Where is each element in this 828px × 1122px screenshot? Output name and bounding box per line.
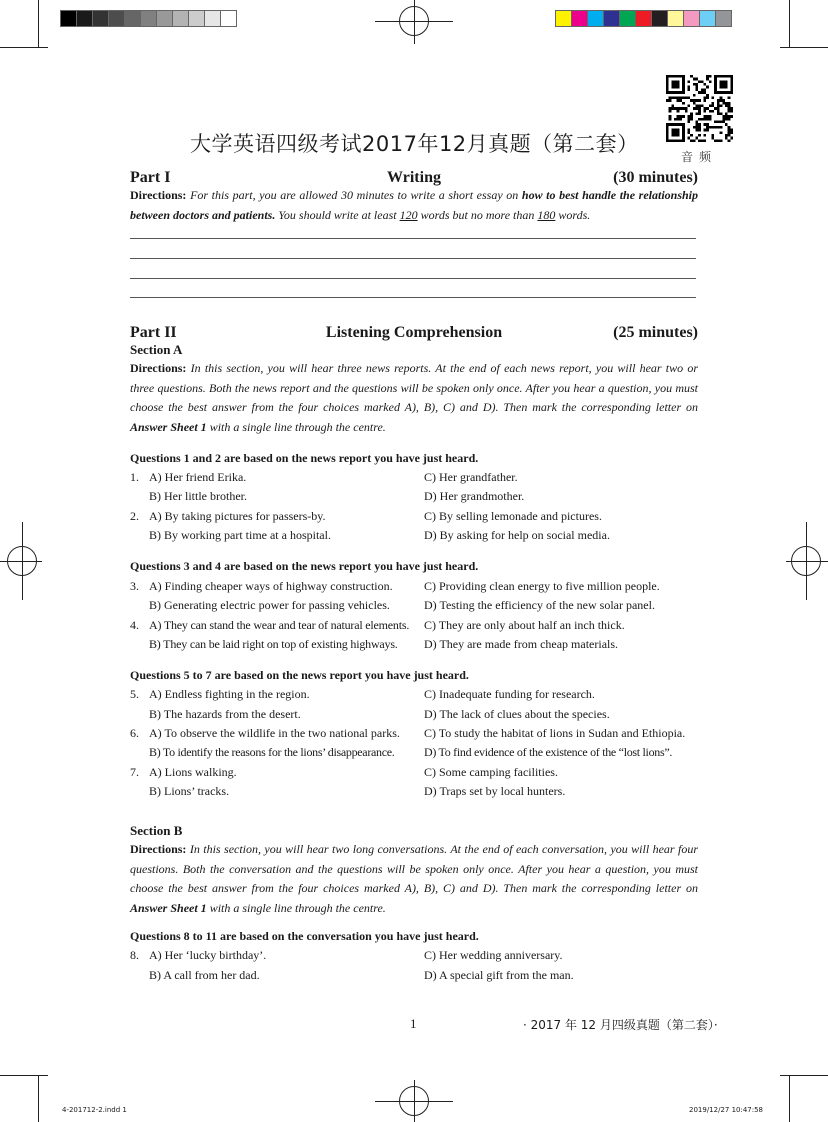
option-b[interactable]: B) By working part time at a hospital. xyxy=(149,528,331,542)
part1-directions xyxy=(130,186,698,225)
color-swatch xyxy=(667,10,684,27)
crop-mark xyxy=(780,1075,828,1076)
writing-line[interactable] xyxy=(130,258,696,259)
gray-swatch xyxy=(124,10,141,27)
option-c[interactable]: C) Providing clean energy to five million people. xyxy=(424,579,660,593)
color-swatch xyxy=(683,10,700,27)
option-b[interactable]: B) A call from her dad. xyxy=(149,968,260,982)
writing-line[interactable] xyxy=(130,238,696,239)
part1-label: Part I xyxy=(130,169,171,186)
section-a-label: Section A xyxy=(130,342,183,357)
gray-swatch xyxy=(204,10,221,27)
option-a[interactable]: A) By taking pictures for passers-by. xyxy=(149,509,326,523)
answer-sheet-ref: Answer Sheet 1 xyxy=(130,900,207,915)
directions-text: words but no more than xyxy=(417,207,538,222)
question-number: 4. xyxy=(130,618,139,632)
min-words: 120 xyxy=(399,207,418,222)
color-swatch xyxy=(715,10,732,27)
part2-label: Part II xyxy=(130,324,177,341)
option-c[interactable]: C) They are only about half an inch thick. xyxy=(424,618,625,632)
section-b-directions xyxy=(130,840,698,918)
color-swatch xyxy=(571,10,588,27)
slug-right: 2019/12/27 10:47:58 xyxy=(689,1106,764,1114)
directions-label: Directions: xyxy=(130,842,187,856)
essay-topic: how to best handle the relationship between doctors and patients. xyxy=(130,188,698,222)
option-c[interactable]: C) By selling lemonade and pictures. xyxy=(424,509,602,523)
option-c[interactable]: C) Some camping facilities. xyxy=(424,765,558,779)
option-b[interactable]: B) The hazards from the desert. xyxy=(149,707,301,721)
question-group-header: Questions 1 and 2 are based on the news report you have just heard. xyxy=(130,451,479,465)
color-swatch xyxy=(619,10,636,27)
directions-text: In this section, you will hear two long conversations. At the end of each conversation, you will hear four questions. Both the conversation and the questions will be spoken only once. After you hear a question, you must choose the best answer from the four choices marked A), B), C) and D). Then mark the corresponding letter on xyxy=(130,842,699,895)
running-title: · 2017 年 12 月四级真题（第二套）· xyxy=(523,1018,718,1032)
part2-name: Listening Comprehension xyxy=(325,324,503,341)
gray-swatch xyxy=(108,10,125,27)
slug-left: 4-201712-2.indd 1 xyxy=(62,1106,127,1114)
question-group-header: Questions 5 to 7 are based on the news report you have just heard. xyxy=(130,668,469,682)
directions-text: with a single line through the centre. xyxy=(206,900,386,915)
option-d[interactable]: D) A special gift from the man. xyxy=(424,968,574,982)
option-d[interactable]: D) Traps set by local hunters. xyxy=(424,784,566,798)
gray-swatch xyxy=(60,10,77,27)
question-number: 2. xyxy=(130,509,139,523)
option-d[interactable]: D) By asking for help on social media. xyxy=(424,528,610,542)
option-a[interactable]: A) Finding cheaper ways of highway construction. xyxy=(149,579,393,593)
option-b[interactable]: B) To identify the reasons for the lions’ disappearance. xyxy=(149,745,395,759)
max-words: 180 xyxy=(537,207,556,222)
question-number: 7. xyxy=(130,765,139,779)
gray-swatch xyxy=(156,10,173,27)
question-number: 6. xyxy=(130,726,139,740)
gray-swatch xyxy=(172,10,189,27)
crop-mark xyxy=(780,47,828,48)
question-number: 5. xyxy=(130,687,139,701)
qr-code-icon[interactable] xyxy=(666,75,733,142)
question-number: 3. xyxy=(130,579,139,593)
option-b[interactable]: B) Her little brother. xyxy=(149,489,247,503)
option-d[interactable]: D) The lack of clues about the species. xyxy=(424,707,610,721)
option-a[interactable]: A) Her friend Erika. xyxy=(149,470,247,484)
option-a[interactable]: A) Lions walking. xyxy=(149,765,237,779)
color-swatch xyxy=(699,10,716,27)
color-swatches xyxy=(555,10,731,27)
crop-mark xyxy=(38,1075,39,1122)
option-d[interactable]: D) They are made from cheap materials. xyxy=(424,637,619,651)
crop-mark xyxy=(38,0,39,48)
directions-label: Directions: xyxy=(130,361,187,375)
option-a[interactable]: A) Her ‘lucky birthday’. xyxy=(149,948,267,962)
directions-label: Directions: xyxy=(130,188,187,202)
directions-text: with a single line through the centre. xyxy=(206,419,386,434)
page-number: 1 xyxy=(410,1016,417,1031)
part2-time: (25 minutes) xyxy=(613,324,698,341)
crop-mark xyxy=(789,0,790,48)
directions-text: In this section, you will hear three news reports. At the end of each news report, you will hear two or three questions. Both the news report and the questions will be spoken only once. After you hear a question, you must choose the best answer from the four choices marked A), B), C) and D). Then mark the corresponding letter on xyxy=(130,361,698,414)
crop-mark xyxy=(789,1075,790,1122)
option-b[interactable]: B) They can be laid right on top of existing highways. xyxy=(149,637,398,651)
answer-sheet-ref: Answer Sheet 1 xyxy=(130,419,207,434)
directions-text: For this part, you are allowed 30 minutes to write a short essay on xyxy=(190,188,522,202)
grayscale-swatches xyxy=(60,10,236,27)
option-d[interactable]: D) Testing the efficiency of the new solar panel. xyxy=(424,598,655,612)
crop-mark xyxy=(0,47,48,48)
gray-swatch xyxy=(188,10,205,27)
option-c[interactable]: C) Her wedding anniversary. xyxy=(424,948,563,962)
option-d[interactable]: D) Her grandmother. xyxy=(424,489,525,503)
option-c[interactable]: C) Her grandfather. xyxy=(424,470,518,484)
question-number: 8. xyxy=(130,948,139,962)
color-swatch xyxy=(651,10,668,27)
page-title: 大学英语四级考试2017年12月真题（第二套） xyxy=(190,132,639,156)
directions-text: words. xyxy=(555,207,591,222)
gray-swatch xyxy=(92,10,109,27)
color-swatch xyxy=(555,10,572,27)
gray-swatch xyxy=(76,10,93,27)
section-b-label: Section B xyxy=(130,823,183,838)
qr-label: 音频 xyxy=(681,150,718,164)
option-a[interactable]: A) They can stand the wear and tear of natural elements. xyxy=(149,618,410,632)
color-swatch xyxy=(587,10,604,27)
option-b[interactable]: B) Generating electric power for passing vehicles. xyxy=(149,598,390,612)
option-d[interactable]: D) To find evidence of the existence of the “lost lions”. xyxy=(424,745,673,759)
gray-swatch xyxy=(140,10,157,27)
option-c[interactable]: C) To study the habitat of lions in Sudan and Ethiopia. xyxy=(424,726,686,740)
question-group-header: Questions 8 to 11 are based on the conversation you have just heard. xyxy=(130,929,479,943)
section-a-directions xyxy=(130,359,698,437)
option-a[interactable]: A) Endless fighting in the region. xyxy=(149,687,310,701)
color-swatch xyxy=(635,10,652,27)
question-group-header: Questions 3 and 4 are based on the news report you have just heard. xyxy=(130,559,479,573)
option-c[interactable]: C) Inadequate funding for research. xyxy=(424,687,595,701)
color-swatch xyxy=(603,10,620,27)
gray-swatch xyxy=(220,10,237,27)
directions-text: You should write at least xyxy=(275,207,400,222)
crop-mark xyxy=(0,1075,48,1076)
option-b[interactable]: B) Lions’ tracks. xyxy=(149,784,230,798)
part1-name: Writing xyxy=(387,169,441,186)
part1-time: (30 minutes) xyxy=(613,169,698,186)
writing-line[interactable] xyxy=(130,297,696,298)
question-number: 1. xyxy=(130,470,139,484)
writing-line[interactable] xyxy=(130,278,696,279)
part2-header xyxy=(130,324,698,344)
option-a[interactable]: A) To observe the wildlife in the two national parks. xyxy=(149,726,400,740)
